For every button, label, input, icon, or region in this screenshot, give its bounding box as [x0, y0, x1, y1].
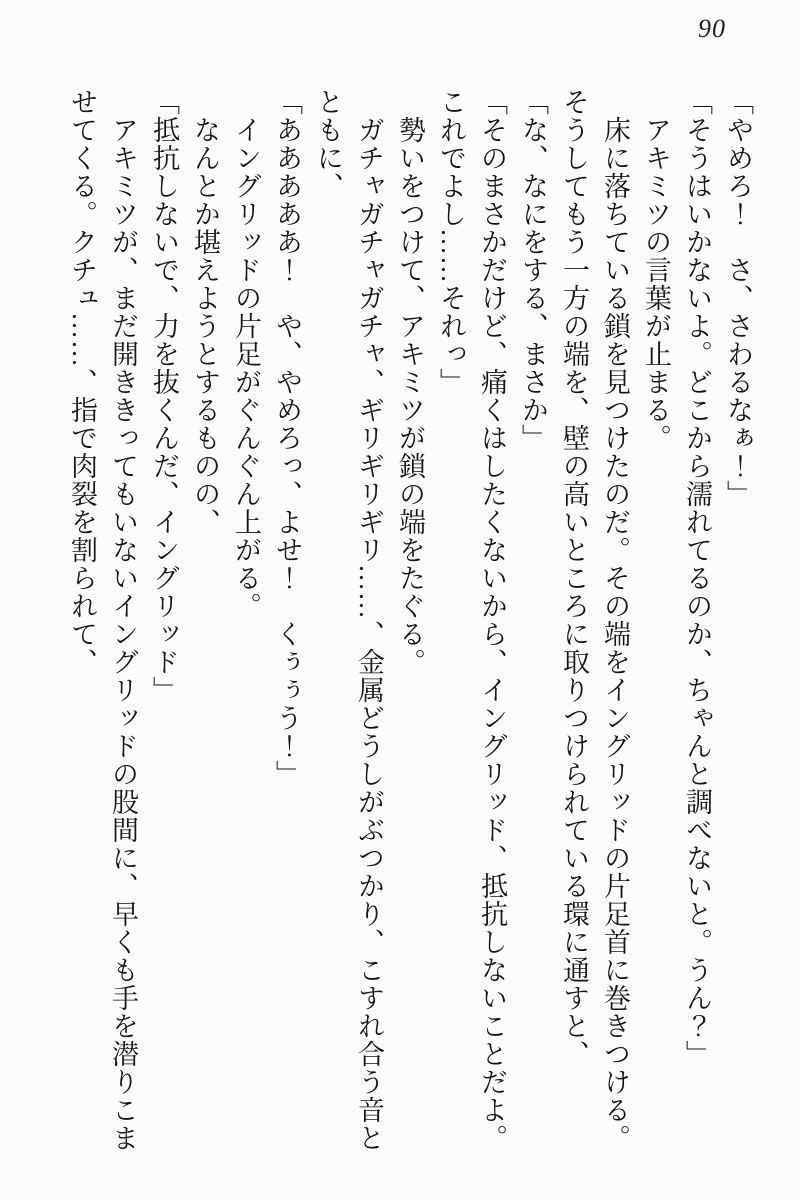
text-column: アキミツの言葉が止まる。 — [641, 116, 671, 452]
text-column: なんとか堪えようとするものの、 — [190, 116, 220, 536]
text-column: 「抵抗しないで、力を抜くんだ、イングリッド」 — [149, 88, 179, 704]
text-column: 「あああああ！ や、やめろっ、よせ！ くぅぅう！」 — [272, 88, 302, 788]
text-column: アキミツが、まだ開ききってもいないイングリッドの股間に、早くも手を潜りこま — [108, 116, 138, 1152]
text-column: これでよし……それっ」 — [436, 88, 466, 396]
text-column: イングリッドの片足がぐんぐん上がる。 — [231, 116, 261, 620]
text-column: 「そうはいかないよ。どこから濡れてるのか、ちゃんと調べないと。うん？」 — [682, 88, 712, 1068]
page-number: 90 — [698, 14, 726, 43]
text-column: 勢いをつけて、アキミツが鎖の端をたぐる。 — [395, 116, 425, 676]
text-column: ガチャガチャガチャ、ギリギリギリ……、金属どうしがぶつかり、こすれ合う音と — [354, 116, 384, 1152]
text-column: 床に落ちている鎖を見つけたのだ。その端をイングリッドの片足首に巻きつける。 — [600, 116, 630, 1152]
text-column: 「な、なにをする、まさか」 — [518, 88, 548, 452]
text-column: せてくる。クチュ……、指で肉裂を割られて、 — [67, 88, 97, 676]
text-column: ともに、 — [313, 88, 343, 200]
text-column: そうしてもう一方の端を、壁の高いところに取りつけられている環に通すと、 — [559, 88, 589, 1068]
text-column: 「そのまさかだけど、痛くはしたくないから、イングリッド、抵抗しないことだよ。 — [477, 88, 507, 1152]
vertical-text-area — [61, 88, 758, 1192]
text-column: 「やめろ！ さ、さわるなぁ！」 — [723, 88, 753, 508]
